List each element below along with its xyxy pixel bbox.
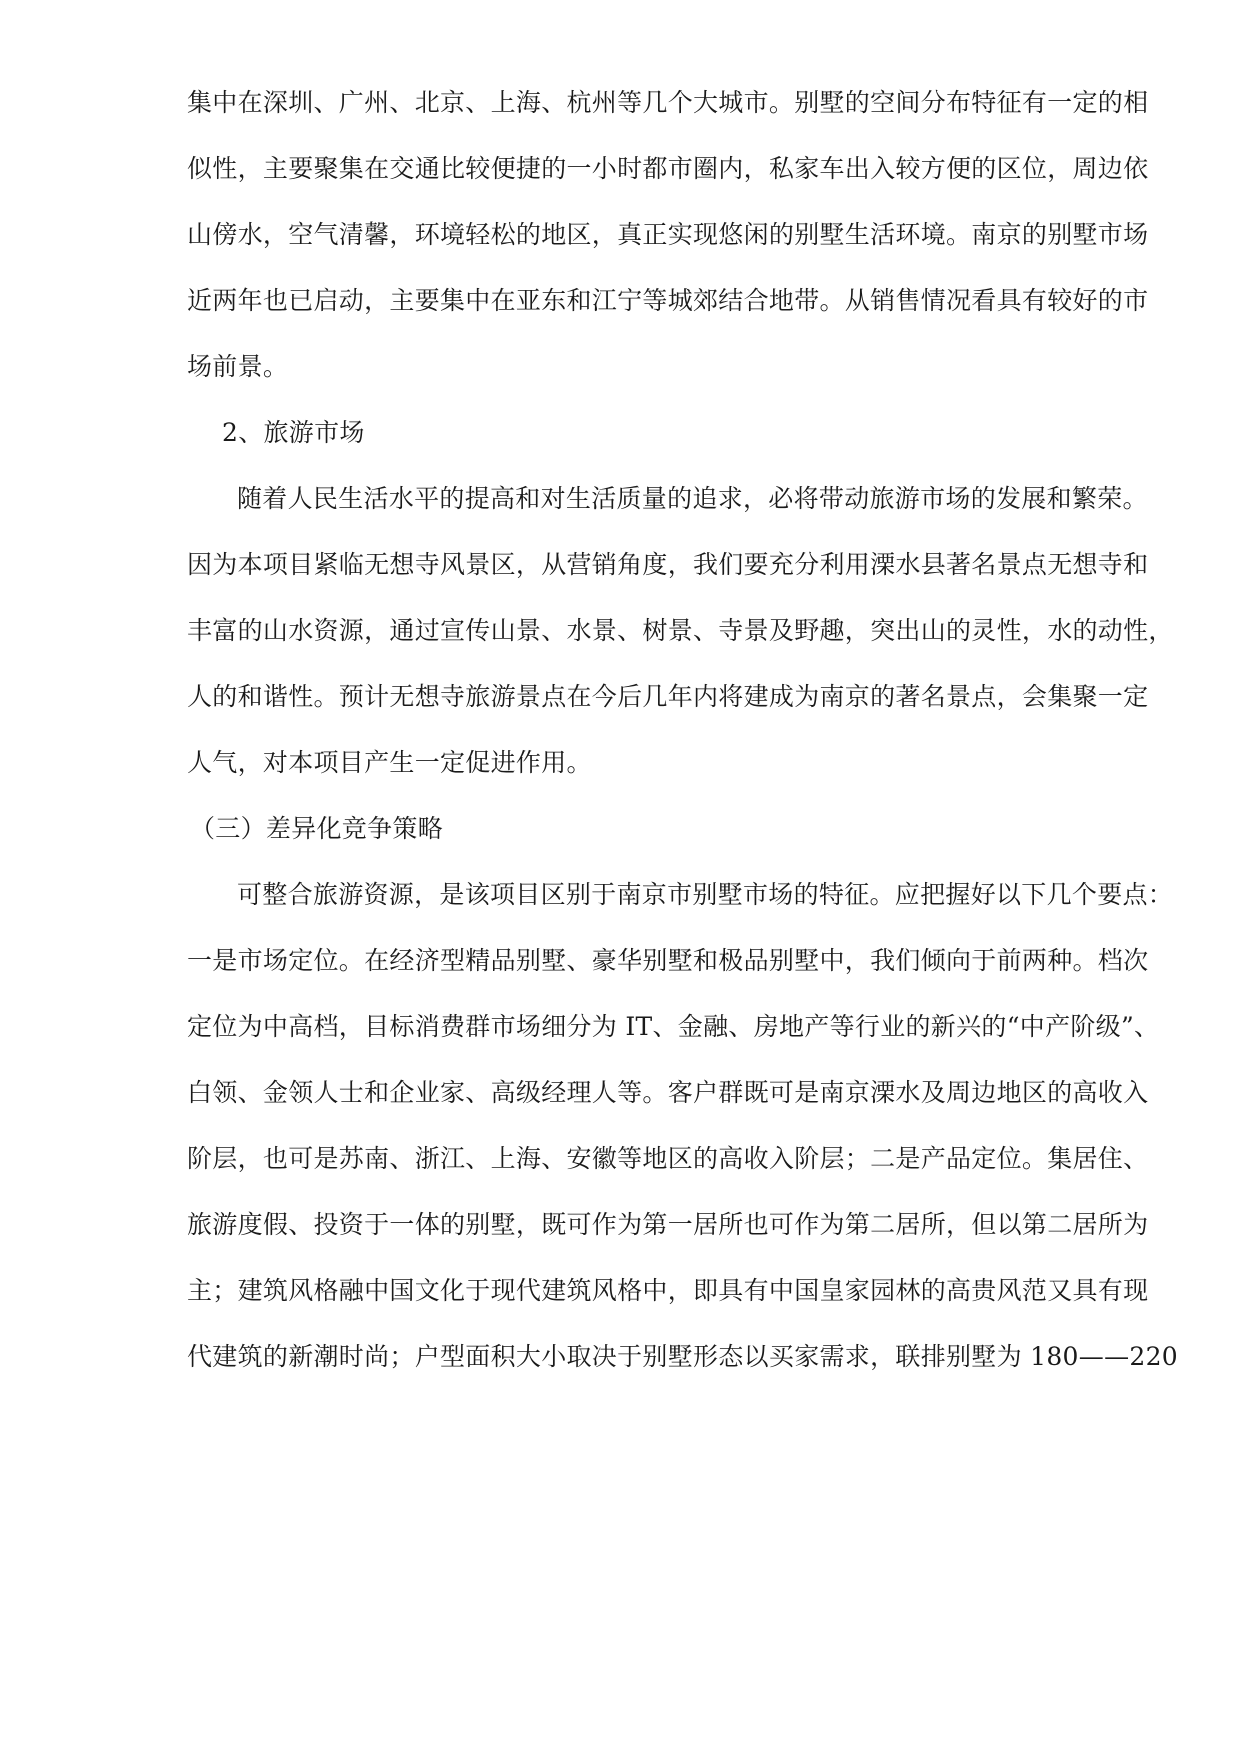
paragraph-2-line-1: 随着人民生活水平的提高和对生活质量的追求，必将带动旅游市场的发展和繁荣。 <box>237 484 1148 513</box>
paragraph-1-line-5: 场前景。 <box>187 352 289 381</box>
paragraph-3-line-5: 阶层，也可是苏南、浙江、上海、安徽等地区的高收入阶层；二是产品定位。集居住、 <box>187 1144 1149 1173</box>
paragraph-3-line-4: 白领、金领人士和企业家、高级经理人等。客户群既可是南京溧水及周边地区的高收入 <box>187 1078 1149 1107</box>
paragraph-3-line-1: 可整合旅游资源，是该项目区别于南京市别墅市场的特征。应把握好以下几个要点： <box>237 880 1174 909</box>
paragraph-1-line-4: 近两年也已启动，主要集中在亚东和江宁等城郊结合地带。从销售情况看具有较好的市 <box>187 286 1149 315</box>
paragraph-2-line-3: 丰富的山水资源，通过宣传山景、水景、树景、寺景及野趣，突出山的灵性，水的动性， <box>187 616 1174 645</box>
section-heading-differentiation-strategy: （三）差异化竞争策略 <box>190 814 444 843</box>
paragraph-1-line-3: 山傍水，空气清馨，环境轻松的地区，真正实现悠闲的别墅生活环境。南京的别墅市场 <box>187 220 1149 249</box>
paragraph-3-line-8: 代建筑的新潮时尚；户型面积大小取决于别墅形态以买家需求，联排别墅为 180——220 <box>187 1342 1178 1371</box>
section-heading-tourism-market: 2、旅游市场 <box>222 418 365 447</box>
paragraph-3-line-2: 一是市场定位。在经济型精品别墅、豪华别墅和极品别墅中，我们倾向于前两种。档次 <box>187 946 1149 975</box>
paragraph-3-line-3: 定位为中高档，目标消费群市场细分为 IT、金融、房地产等行业的新兴的“中产阶级”、 <box>187 1012 1160 1041</box>
paragraph-2-line-5: 人气，对本项目产生一定促进作用。 <box>187 748 592 777</box>
paragraph-1-line-2: 似性，主要聚集在交通比较便捷的一小时都市圈内，私家车出入较方便的区位，周边依 <box>187 154 1149 183</box>
paragraph-2-line-2: 因为本项目紧临无想寺风景区，从营销角度，我们要充分利用溧水县著名景点无想寺和 <box>187 550 1149 579</box>
paragraph-3-line-6: 旅游度假、投资于一体的别墅，既可作为第一居所也可作为第二居所，但以第二居所为 <box>187 1210 1149 1239</box>
paragraph-1-line-1: 集中在深圳、广州、北京、上海、杭州等几个大城市。别墅的空间分布特征有一定的相 <box>187 88 1149 117</box>
paragraph-3-line-7: 主；建筑风格融中国文化于现代建筑风格中，即具有中国皇家园林的高贵风范又具有现 <box>187 1276 1149 1305</box>
paragraph-2-line-4: 人的和谐性。预计无想寺旅游景点在今后几年内将建成为南京的著名景点，会集聚一定 <box>187 682 1149 711</box>
